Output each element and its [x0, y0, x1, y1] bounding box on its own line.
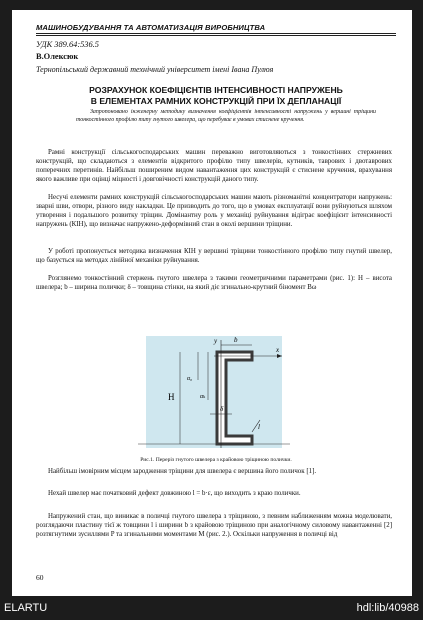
- paragraph-2: Несучі елементи рамних конструкцій сільськогосподарських машин мають різноманітні концентратори напружень: зварні шви, отвори, різного виду накладки. Це призводить до того, що в умовах експлуатації вони руйнуються шляхом утворення і подальшого розвитку тріщин. Домінантну роль у механіці руйнування відіграє коефіцієнт інтенсивності напружень (КІН), що визначає напружено-деформівний стан в околі вершини тріщини.: [36, 194, 392, 228]
- figure-background: [146, 336, 282, 448]
- paragraph-7: Напружений стан, що виникає в поличці гнутого швелера з тріщиною, з певним наближенням можна моделювати, розглядаючи пластину тієї ж товщини l і ширини b з крайовою тріщиною при аналогічному силовому навантаженні [2] розтягнутими зусиллями P та згинальними моментами M (рис. 2.). Оскільки напруження в поличці від: [36, 513, 392, 538]
- section-title: МАШИНОБУДУВАННЯ ТА АВТОМАТИЗАЦІЯ ВИРОБНИЦТВА: [36, 23, 266, 32]
- author-name: В.Олексюк: [36, 52, 79, 61]
- label-x: x: [276, 346, 280, 354]
- paper-title-line-1: РОЗРАХУНОК КОЕФІЦІЄНТІВ ІНТЕНСИВНОСТІ НАПРУЖЕНЬ: [89, 85, 343, 95]
- abstract: Запропоновано інженерну методику визначення коефіцієнтів інтенсивності напружень у вершині тріщини тонкостінного профілю типу гнутого швелера, що перебуває в умовах стиснене кручення.: [76, 109, 376, 123]
- paragraph-1: Рамні конструкції сільськогосподарських машин переважно виготовляються з тонкостінних стержневих конструкцій, що складаються з елементів відкритого профілю типу швелерів, кутників, таврових і двотаврових поперечних перетинів. Найбільш поширеним видом навантаження цих конструкцій є стиснене кручення, врахування якого важливе при оцінці міцності і довговічності конструкцій даного типу.: [36, 149, 392, 183]
- paragraph-4: Розглянемо тонкостінний стержень гнутого швелера з такими геометричними параметрами (рис. 1): H – висота швелера; b – ширина полички; δ – товщина стінки, на який діє згинально-крутний біномент Bω: [36, 275, 392, 291]
- label-b: b: [234, 336, 238, 344]
- header-rule-thin: [36, 35, 396, 36]
- label-ak: αₖ: [200, 394, 206, 400]
- affiliation: Тернопільський державний технічний університет імені Івана Пулюя: [36, 65, 274, 74]
- label-a0: α₀: [187, 376, 193, 382]
- paragraph-5: Найбільш імовірним місцем зародження тріщини для швелера є вершина його поличок [1].: [48, 468, 317, 475]
- header-rule: [36, 33, 396, 34]
- figure-caption: Рис.1. Переріз гнутого швелера з крайовою тріщиною полички.: [140, 457, 292, 463]
- label-l: l: [258, 423, 260, 431]
- label-h: H: [168, 392, 175, 402]
- label-y: y: [214, 337, 218, 345]
- paper-title-line-2: В ЕЛЕМЕНТАХ РАМНИХ КОНСТРУКЦІЙ ПРИ ЇХ ДЕПЛАНАЦІЇ: [90, 96, 342, 106]
- page-number: 60: [36, 573, 44, 582]
- udk-code: УДК 389.64:536.5: [36, 40, 99, 49]
- channel-section-figure: [132, 332, 290, 452]
- footer-repository-name: ELARTU: [4, 602, 48, 614]
- label-delta: δ: [220, 405, 224, 413]
- paper-page: [12, 10, 412, 596]
- paragraph-3: У роботі пропонується методика визначення КІН у вершині тріщини тонкостінного профілю типу гнутий швелер, що базується на методах лінійної механіки руйнування.: [36, 248, 392, 264]
- paragraph-6: Нехай швелер має початковий дефект довжиною l = b·ε, що виходить з краю полички.: [48, 490, 301, 497]
- footer-handle: hdl:lib/40988: [356, 602, 419, 614]
